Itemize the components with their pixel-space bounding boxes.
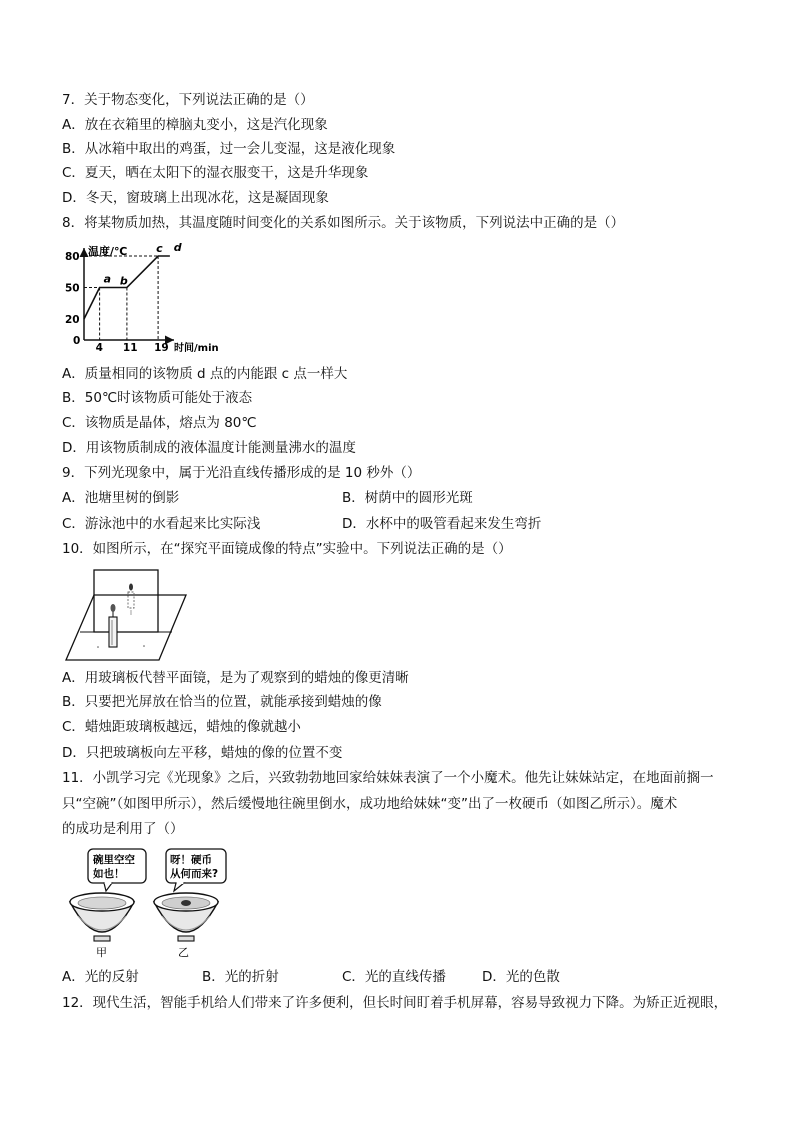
x-tick-4: 4 [95, 342, 103, 354]
x-tick-19: 19 [154, 342, 169, 354]
q11-stem-line3: 的成功是利用了（） [62, 821, 184, 837]
q12-stem: 12．现代生活，智能手机给人们带来了许多便利，但长时间盯着手机屏幕，容易导致视力下降。为矫正近视眼， [62, 995, 728, 1011]
y-tick-20: 20 [65, 314, 80, 326]
q9-option-b: B．树荫中的圆形光斑 [342, 490, 473, 506]
svg-text:碗里空空: 碗里空空 [93, 854, 135, 866]
q10-option-c: C．蜡烛距玻璃板越远，蜡烛的像就越小 [62, 719, 301, 735]
q9-option-c: C．游泳池中的水看起来比实际浅 [62, 516, 261, 532]
speech-bubble-yi [166, 849, 226, 891]
q11-stem-line1: 11．小凯学习完《光现象》之后，兴致勃勃地回家给妹妹表演了一个小魔术。他先让妹妹站定，在地面前搁一 [62, 770, 714, 786]
q8-temperature-time-graph [62, 240, 222, 355]
svg-text:从何而来?: 从何而来? [170, 868, 219, 880]
q11-option-c: C．光的直线传播 [342, 969, 446, 985]
speech-bubble-jia [88, 849, 146, 891]
q11-option-a: A．光的反射 [62, 969, 139, 985]
q11-option-b: B．光的折射 [202, 969, 279, 985]
q8-option-d: D．用该物质制成的液体温度计能测量沸水的温度 [62, 440, 356, 456]
x-tick-11: 11 [122, 342, 138, 354]
candle-flame [111, 604, 116, 612]
coin [181, 900, 191, 906]
q11-option-d: D．光的色散 [482, 969, 560, 985]
q7-option-c: C．夏天，晒在太阳下的湿衣服变干，这是升华现象 [62, 165, 369, 181]
point-label-b: b [119, 274, 128, 288]
q9-stem: 9．下列光现象中，属于光沿直线传播形成的是 10 秒外（） [62, 465, 421, 481]
bowl-jia [70, 893, 134, 941]
y-tick-80: 80 [65, 251, 80, 263]
q8-option-b: B．50℃时该物质可能处于液态 [62, 390, 253, 406]
svg-text:呀！硬币: 呀！硬币 [170, 854, 212, 866]
q7-stem: 7．关于物态变化，下列说法正确的是（） [62, 92, 314, 108]
y-tick-0: 0 [73, 335, 81, 347]
q7-option-b: B．从冰箱中取出的鸡蛋，过一会儿变湿，这是液化现象 [62, 141, 396, 157]
q8-option-a: A．质量相同的该物质 d 点的内能跟 c 点一样大 [62, 366, 348, 382]
q9-option-a: A．池塘里树的倒影 [62, 490, 180, 506]
q7-option-a: A．放在衣箱里的樟脑丸变小，这是汽化现象 [62, 117, 328, 133]
q8-option-c: C．该物质是晶体，熔点为 80℃ [62, 415, 257, 431]
glass-plate [94, 570, 158, 632]
q8-stem: 8．将某物质加热，其温度随时间变化的关系如图所示。关于该物质，下列说法中正确的是（） [62, 215, 625, 231]
point-label-d: d [173, 241, 182, 254]
q10-option-d: D．只把玻璃板向左平移，蜡烛的像的位置不变 [62, 745, 343, 761]
q9-option-d: D．水杯中的吸管看起来发生弯折 [342, 516, 542, 532]
q10-option-b: B．只要把光屏放在恰当的位置，就能承接到蜡烛的像 [62, 694, 382, 710]
label-jia: 甲 [96, 946, 107, 959]
q10-option-a: A．用玻璃板代替平面镜，是为了观察到的蜡烛的像更清晰 [62, 670, 409, 686]
bowl-yi [154, 893, 218, 941]
table-plane [66, 595, 186, 660]
q10-plane-mirror-figure [64, 565, 194, 665]
y-axis-label: 温度/℃ [88, 245, 128, 258]
svg-text:如也！: 如也！ [93, 868, 125, 880]
q11-stem-line2: 只“空碗”（如图甲所示），然后缓慢地往碗里倒水，成功地给妹妹“变”出了一枚硬币（如图乙所示）。魔术 [62, 796, 678, 812]
point-label-a: a [103, 272, 112, 286]
x-axis-label: 时间/min [174, 343, 219, 354]
q7-option-d: D．冬天，窗玻璃上出现冰花，这是凝固现象 [62, 190, 329, 206]
q11-bowl-figure [64, 844, 239, 962]
y-tick-50: 50 [65, 282, 80, 295]
point-label-c: c [156, 242, 163, 255]
label-yi: 乙 [178, 946, 189, 959]
candle [109, 617, 117, 647]
q10-stem: 10．如图所示，在“探究平面镜成像的特点”实验中。下列说法正确的是（） [62, 541, 512, 557]
